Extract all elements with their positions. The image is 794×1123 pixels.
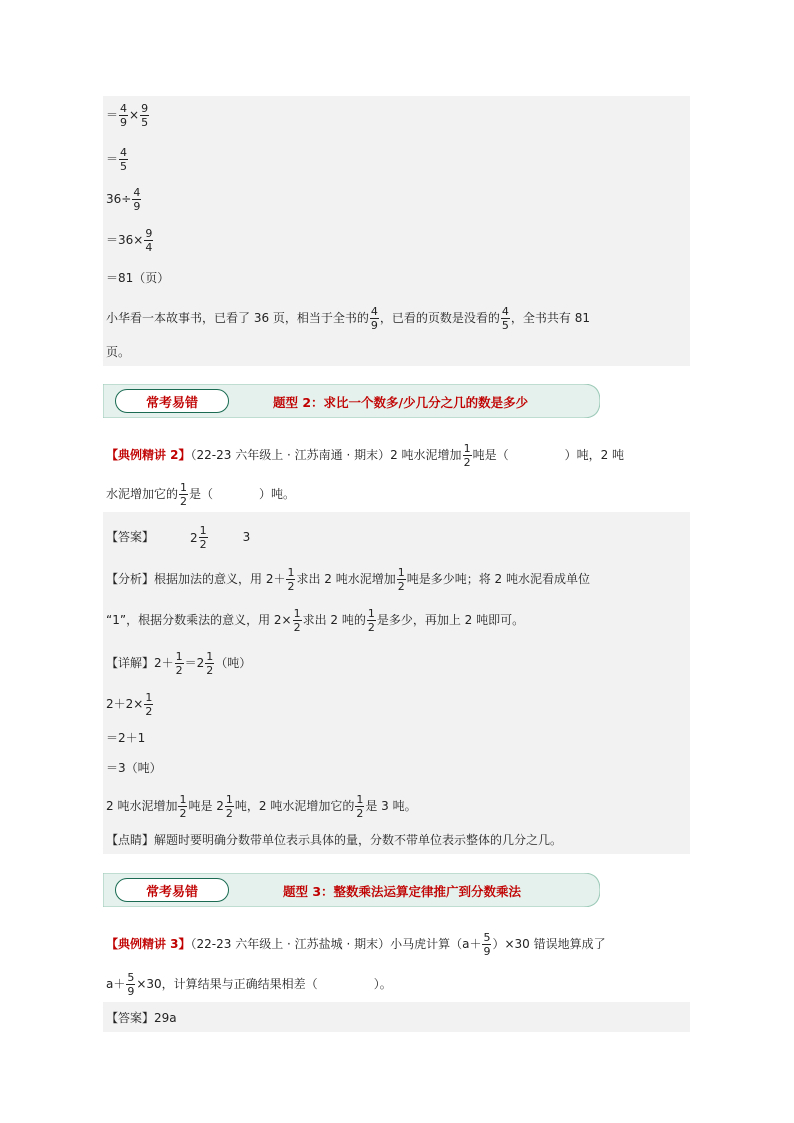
text: （22-23 六年级上 · 江苏盐城 · 期末）小马虎计算（a＋	[190, 937, 482, 951]
text: 根据加法的意义，用 2＋	[154, 572, 286, 586]
fraction	[355, 793, 364, 820]
numerator: 5	[483, 931, 491, 944]
answer-line	[106, 524, 250, 551]
text: ）吨，2 吨	[564, 448, 625, 462]
section-banner-3	[103, 873, 600, 907]
fraction	[482, 931, 491, 958]
numerator: 1	[145, 691, 153, 704]
fraction	[126, 971, 135, 998]
numerator: 9	[141, 102, 149, 115]
denominator: 5	[141, 116, 149, 129]
answer-tag: 【答案】	[106, 1011, 155, 1025]
section3-solution-block	[103, 1002, 690, 1032]
calc-line-3	[106, 186, 142, 213]
eq-sign: ＝	[106, 108, 119, 122]
numerator: 1	[356, 793, 364, 806]
section-title: 题型 2：求比一个数多/少几分之几的数是多少	[273, 395, 529, 410]
detail-line-4: ＝3（吨）	[106, 761, 162, 775]
example3-line-1	[106, 931, 606, 958]
denominator: 2	[206, 664, 214, 677]
analysis-tag: 【分析】	[106, 572, 155, 586]
text: （吨）	[215, 656, 252, 670]
times-sign: ×	[129, 108, 140, 122]
fraction	[140, 102, 149, 129]
text: 2＋	[154, 656, 174, 670]
numerator: 1	[206, 650, 214, 663]
denominator: 4	[145, 241, 153, 254]
text: “1”，根据分数乘法的意义，用 2×	[106, 613, 292, 627]
calc-line-5: ＝81（页）	[106, 271, 170, 285]
numerator: 4	[501, 305, 509, 318]
text: ）。	[373, 977, 392, 991]
fraction	[367, 607, 376, 634]
calc-line-4	[106, 227, 154, 254]
numerator: 1	[179, 793, 187, 806]
text: 是（	[189, 487, 214, 501]
whole-part: 2	[190, 530, 198, 545]
denominator: 2	[367, 621, 375, 634]
section-title: 题型 3：整数乘法运算定律推广到分数乘法	[283, 884, 522, 899]
numerator: 1	[463, 442, 471, 455]
text: （22-23 六年级上 · 江苏南通 · 期末）2 吨水泥增加	[190, 448, 462, 462]
fraction	[501, 305, 510, 332]
numerator: 1	[225, 793, 233, 806]
detail-tag: 【详解】	[106, 656, 155, 670]
answer-value: 3	[242, 530, 251, 544]
answer-value: 29a	[154, 1011, 177, 1025]
text: 吨，2 吨水泥增加它的	[234, 799, 355, 813]
section-banner-2	[103, 384, 600, 418]
numerator: 9	[145, 227, 153, 240]
text: 求出 2 吨水泥增加	[296, 572, 396, 586]
fraction	[175, 650, 184, 677]
fraction	[225, 793, 234, 820]
fraction	[119, 102, 128, 129]
answer3-line	[106, 1010, 177, 1026]
detail-line-1	[106, 650, 251, 677]
text: 求出 2 吨的	[302, 613, 366, 627]
numerator: 1	[180, 481, 188, 494]
denominator: 2	[145, 705, 153, 718]
numerator: 4	[370, 305, 378, 318]
text: 是多少，再加上 2 吨即可。	[376, 613, 525, 627]
numerator: 4	[120, 102, 128, 115]
fraction	[286, 566, 295, 593]
detail-line-3: ＝2＋1	[106, 731, 146, 745]
fraction	[119, 146, 128, 173]
text: ）吨。	[259, 487, 296, 501]
denominator: 9	[370, 319, 378, 332]
denominator: 9	[483, 945, 491, 958]
denominator: 2	[175, 664, 183, 677]
fraction	[293, 607, 302, 634]
denominator: 5	[501, 319, 509, 332]
fraction	[132, 186, 141, 213]
denominator: 9	[133, 200, 141, 213]
eq-sign: ＝	[106, 152, 119, 166]
expr-text: ＝36×	[106, 233, 144, 247]
fraction	[397, 566, 406, 593]
example-line-1	[106, 442, 624, 469]
calc-line-2	[106, 146, 129, 173]
fraction	[144, 691, 153, 718]
detail-line-5	[106, 793, 417, 820]
fraction	[199, 524, 208, 551]
text: 是 3 吨。	[365, 799, 417, 813]
text: 吨是多少吨；将 2 吨水泥看成单位	[406, 572, 590, 586]
denominator: 9	[127, 985, 135, 998]
expr-text: 36÷	[106, 192, 132, 206]
example-tag: 【典例精讲 3】	[106, 937, 191, 951]
tip-line	[106, 832, 562, 848]
conclusion-line-2: 页。	[106, 345, 131, 359]
text: ，全书共有 81	[510, 311, 591, 325]
denominator: 2	[180, 495, 188, 508]
numerator: 1	[287, 566, 295, 579]
numerator: 5	[127, 971, 135, 984]
numerator: 1	[293, 607, 301, 620]
text: ＝2	[184, 656, 205, 670]
fraction	[370, 305, 379, 332]
analysis-line-2	[106, 607, 524, 634]
text: a＋	[106, 977, 126, 991]
denominator: 2	[397, 580, 405, 593]
numerator: 1	[199, 524, 207, 537]
text: 水泥增加它的	[106, 487, 179, 501]
text: 小华看一本故事书，已看了 36 页，相当于全书的	[106, 311, 369, 325]
mixed-number	[190, 524, 209, 551]
text: 吨是（	[472, 448, 509, 462]
text: 解题时要明确分数带单位表示具体的量，分数不带单位表示整体的几分之几。	[154, 833, 563, 847]
text: 2 吨水泥增加	[106, 799, 178, 813]
fraction	[205, 650, 214, 677]
fraction	[463, 442, 472, 469]
denominator: 2	[356, 807, 364, 820]
text: 吨是 2	[188, 799, 224, 813]
denominator: 2	[179, 807, 187, 820]
example-line-2	[106, 481, 295, 508]
text: ×30，计算结果与正确结果相差（	[136, 977, 318, 991]
denominator: 2	[225, 807, 233, 820]
badge-frequent-mistakes: 常考易错	[115, 878, 229, 902]
fraction	[178, 793, 187, 820]
denominator: 2	[287, 580, 295, 593]
numerator: 4	[120, 146, 128, 159]
numerator: 1	[175, 650, 183, 663]
badge-frequent-mistakes: 常考易错	[115, 389, 229, 413]
fraction	[179, 481, 188, 508]
conclusion-line-1	[106, 305, 590, 332]
detail-line-2	[106, 691, 154, 718]
example-tag: 【典例精讲 2】	[106, 448, 191, 462]
denominator: 2	[463, 456, 471, 469]
denominator: 9	[120, 116, 128, 129]
answer-tag: 【答案】	[106, 530, 155, 544]
calc-line-1	[106, 102, 150, 129]
denominator: 2	[293, 621, 301, 634]
denominator: 5	[120, 160, 128, 173]
denominator: 2	[199, 538, 207, 551]
numerator: 1	[367, 607, 375, 620]
example3-line-2	[106, 971, 392, 998]
numerator: 1	[397, 566, 405, 579]
analysis-line-1	[106, 566, 590, 593]
text: ，已看的页数是没看的	[379, 311, 500, 325]
text: ）×30 错误地算成了	[492, 937, 606, 951]
text: 2＋2×	[106, 697, 144, 711]
numerator: 4	[133, 186, 141, 199]
tip-tag: 【点睛】	[106, 833, 155, 847]
fraction	[144, 227, 153, 254]
